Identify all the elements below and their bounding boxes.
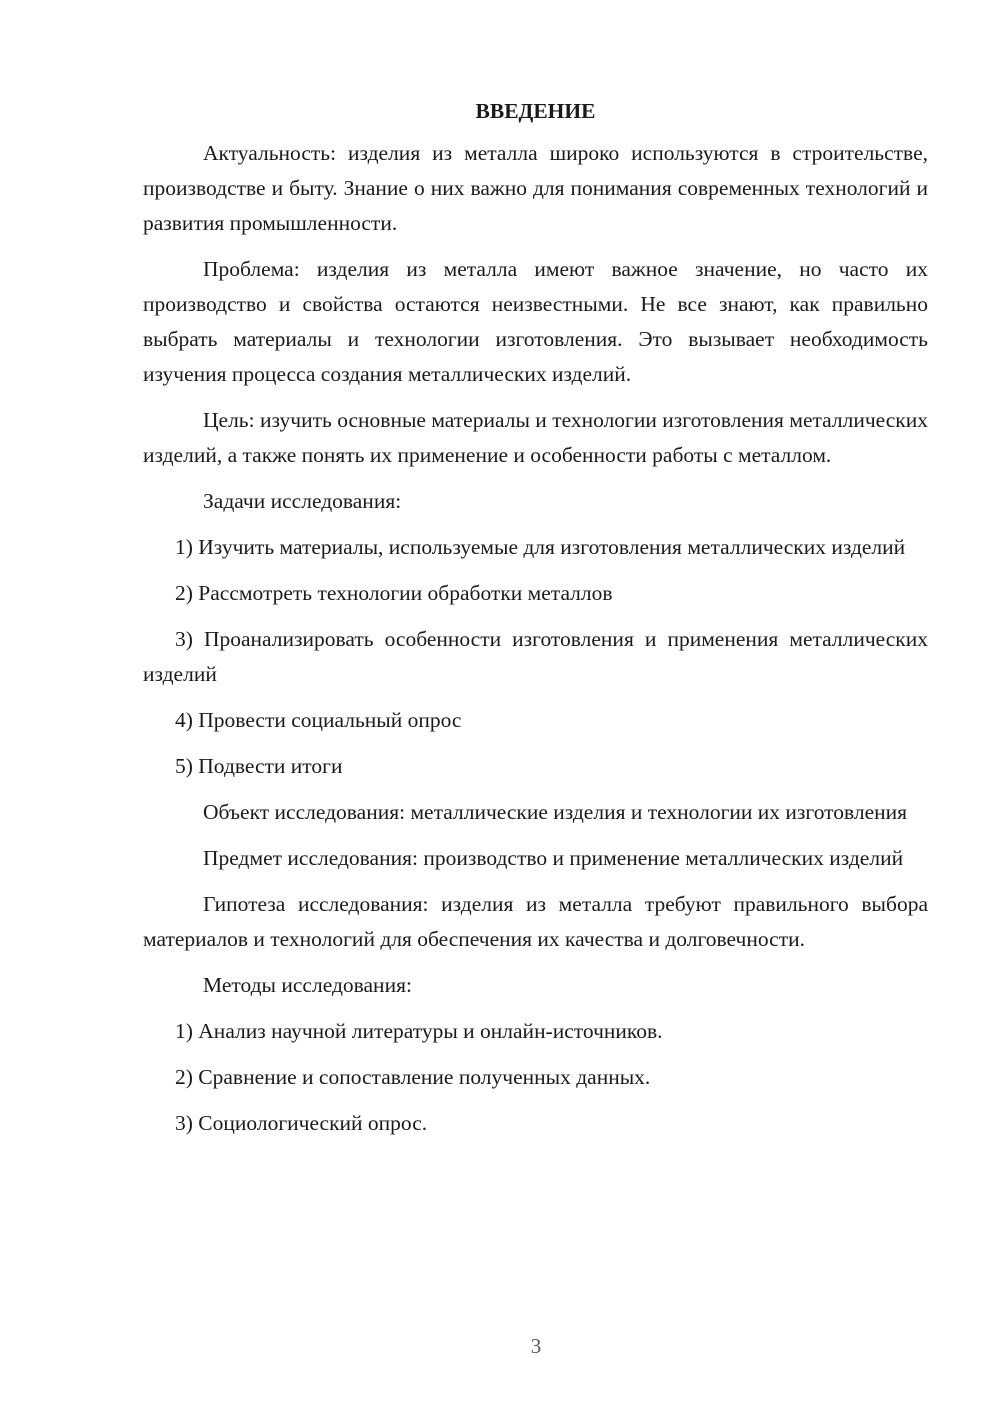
goal-paragraph: Цель: изучить основные материалы и технологии изготовления металлических изделий, а также понять их применение и особенности работы с металлом. bbox=[143, 408, 928, 467]
object-paragraph: Объект исследования: металлические изделия и технологии их изготовления bbox=[203, 800, 908, 824]
task-item-1: 1) Изучить материалы, используемые для изготовления металлических изделий bbox=[175, 535, 906, 559]
methods-heading: Методы исследования: bbox=[203, 973, 412, 997]
subject-paragraph: Предмет исследования: производство и применение металлических изделий bbox=[203, 846, 904, 870]
page-number: 3 bbox=[530, 1334, 542, 1358]
method-item-1: 1) Анализ научной литературы и онлайн-источников. bbox=[175, 1019, 663, 1043]
document-page bbox=[143, 96, 928, 1152]
tasks-heading: Задачи исследования: bbox=[203, 489, 402, 513]
task-item-4: 4) Провести социальный опрос bbox=[175, 708, 462, 732]
problem-paragraph: Проблема: изделия из металла имеют важное значение, но часто их производство и свойства остаются неизвестными. Не все знают, как правильно выбрать материалы и технологии изготовления. Это вызывает необходимость изучения процесса создания металлических изделий. bbox=[143, 257, 928, 386]
task-item-3: 3) Проанализировать особенности изготовления и применения металлических изделий bbox=[143, 627, 928, 686]
hypothesis-paragraph: Гипотеза исследования: изделия из металла требуют правильного выбора материалов и технологий для обеспечения их качества и долговечности. bbox=[143, 892, 928, 951]
task-item-5: 5) Подвести итоги bbox=[175, 754, 343, 778]
method-item-3: 3) Социологический опрос. bbox=[175, 1111, 428, 1135]
method-item-2: 2) Сравнение и сопоставление полученных данных. bbox=[175, 1065, 651, 1089]
task-item-2: 2) Рассмотреть технологии обработки металлов bbox=[175, 581, 613, 605]
relevance-paragraph: Актуальность: изделия из металла широко используются в строительстве, производстве и быту. Знание о них важно для понимания современных технологий и развития промышленности. bbox=[143, 141, 928, 235]
section-title: ВВЕДЕНИЕ bbox=[475, 99, 596, 123]
